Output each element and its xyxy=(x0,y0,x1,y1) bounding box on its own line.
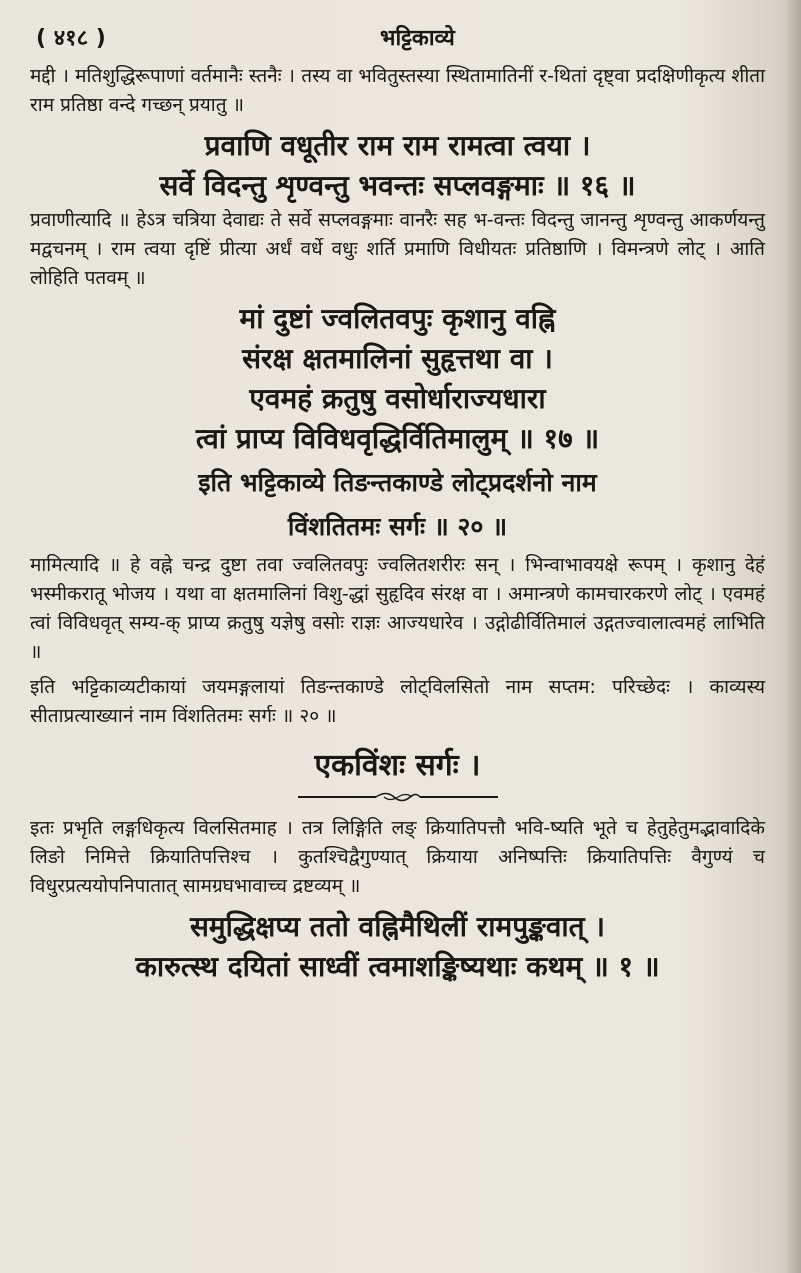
commentary-paragraph-2: प्रवाणीत्यादि ॥ हेऽत्र चत्रिया देवाद्यः ते सर्वे सप्लवङ्गमाः वानरैः सह भ-वन्तः विदन्तु जानन्तु शृण्वन्तु आकर्णयन्तु मद्वचनम् । राम त्वया दृष्टिं प्रीत्या अर्धं वर्धे वधुः शर्ति प्रमाणि विधीयतः प्रतिष्ठाणि । विमन्त्रणे लोट् । आति लोहिति पतवम् ॥ xyxy=(30,209,765,289)
commentary-paragraph-4: इति भट्टिकाव्यटीकायां जयमङ्गलायां तिङन्तकाण्डे लोट्विलसितो नाम सप्तम: परिच्छेदः । काव्यस्य सीताप्रत्याख्यानं नाम विंशतितमः सर्गः ॥ २० ॥ xyxy=(30,676,765,727)
verse-16-line-2: सर्वे विदन्तु शृण्वन्तु भवन्तः सप्लवङ्गमाः ॥ १६ ॥ xyxy=(159,169,636,202)
colophon-line-2: विंशतितमः सर्गः ॥ २० ॥ xyxy=(287,512,508,541)
verse-17-line-2: संरक्ष क्षतमालिनां सुहृत्तथा वा । xyxy=(242,342,553,375)
verse-17 xyxy=(30,299,765,459)
page-header xyxy=(30,22,765,62)
verse-17-line-4: त्वां प्राप्य विविधवृद्धिर्वितिमालुम् ॥ १७ ॥ xyxy=(195,422,600,455)
verse-21-1 xyxy=(30,907,765,987)
commentary-paragraph-5: इतः प्रभृति लङ्गधिकृत्य विलसितमाह । तत्र लिङ्गिति लङ् क्रियातिपत्तौ भवि-ष्यति भूते च हेतुहेतुमद्भावादिके लिङो निमित्ते क्रियातिपत्तिश्च । कुतश्चिद्वैगुण्यात् क्रियाया अनिष्पत्तिः क्रियातिपत्तिः वैगुण्यं च विधुरप्रत्ययोपनिपातात् सामग्रघभावाच्च द्रष्टव्यम् ॥ xyxy=(30,817,765,897)
verse-16 xyxy=(30,126,765,206)
running-head: भट्टिकाव्ये xyxy=(380,26,455,51)
verse-17-line-1: मां दुष्टां ज्वलितवपुः कृशानु वह्नि xyxy=(239,302,556,335)
canto-colophon xyxy=(30,463,765,547)
verse-16-line-1: प्रवाणि वधूतीर राम राम रामत्वा त्वया । xyxy=(204,129,591,162)
page-number: ( ४१८ ) xyxy=(36,26,106,51)
commentary-paragraph-3: मामित्यादि ॥ हे वह्ने चन्द्र दुष्टा तवा ज्वलितवपुः ज्वलितशरीरः सन् । भिन्वाभावयक्षे रूपम् । कृशानु देहं भस्मीकरातू भोजय । यथा वा क्षतमालिनां विशु-द्धां सुहृदिव संरक्ष वा । अमान्त्रणे कामचारकरणे लोट् । एवमहं त्वां विविधवृत् सम्य-क् प्राप्य क्रतुषु यज्ञेषु वसोः राज्ञः आज्यधारेव । उद्गोढीर्वितिमालं उद्गतज्वालात्वमहं लाभिति ॥ xyxy=(30,554,765,663)
canto-heading: एकविंशः सर्गः । xyxy=(314,748,481,783)
colophon-line-1: इति भट्टिकाव्ये तिङन्तकाण्डे लोट्प्रदर्शनो नाम xyxy=(198,468,597,497)
verse-21-1-line-2: कारुत्स्थ दयितां साध्वीं त्वमाशङ्किष्यथाः कथम् ॥ १ ॥ xyxy=(135,950,660,983)
page-content xyxy=(30,22,765,987)
commentary-paragraph-1: मद्दी । मतिशुद्धिरूपाणां वर्तमानैः स्तनैः । तस्य वा भवितुस्तस्या स्थितामातिनीं र-थितां दृष्ट्वा प्रदक्षिणीकृत्य शीता राम प्रतिष्ठा वन्दे गच्छन् प्रयातु ॥ xyxy=(30,65,765,116)
verse-21-1-line-1: समुद्धिक्षप्य ततो वह्निमैथिलीं रामपुङ्कवात् । xyxy=(189,910,606,943)
verse-17-line-3: एवमहं क्रतुषु वसोर्धाराज्यधारा xyxy=(249,382,546,415)
ornament-divider-icon xyxy=(298,790,498,804)
page-edge-shadow xyxy=(783,0,801,1273)
